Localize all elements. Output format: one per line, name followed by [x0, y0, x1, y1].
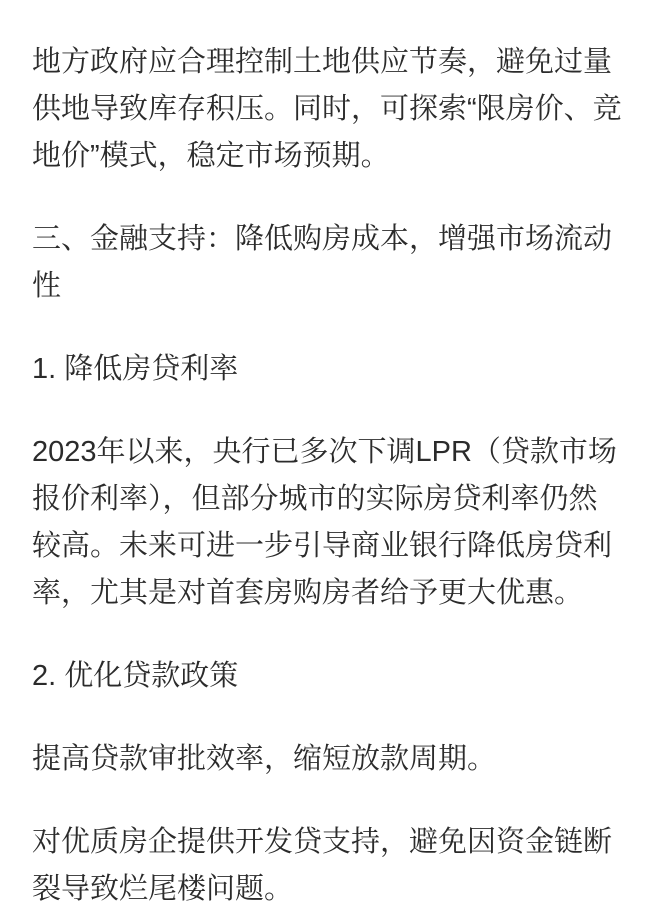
subheading-lower-mortgage-rates: 1. 降低房贷利率: [32, 353, 239, 385]
paragraph-loan-approval: 提高贷款审批效率，缩短放款周期。: [32, 743, 497, 775]
paragraph-developer-loans: 对优质房企提供开发贷支持，避免因资金链断裂导致烂尾楼问题。: [32, 826, 613, 905]
section-heading-financial-support: 三、金融支持：降低购房成本，增强市场流动性: [32, 223, 613, 302]
paragraph-land-supply: 地方政府应合理控制土地供应节奏，避免过量供地导致库存积压。同时，可探索“限房价、竞地价”模式，稳定市场预期。: [32, 46, 622, 172]
paragraph-lpr-rates: 2023年以来，央行已多次下调LPR（贷款市场报价利率），但部分城市的实际房贷利率仍然较高。未来可进一步引导商业银行降低房贷利率，尤其是对首套房购房者给予更大优惠。: [32, 436, 617, 609]
subheading-optimize-loan-policy: 2. 优化贷款政策: [32, 660, 239, 692]
